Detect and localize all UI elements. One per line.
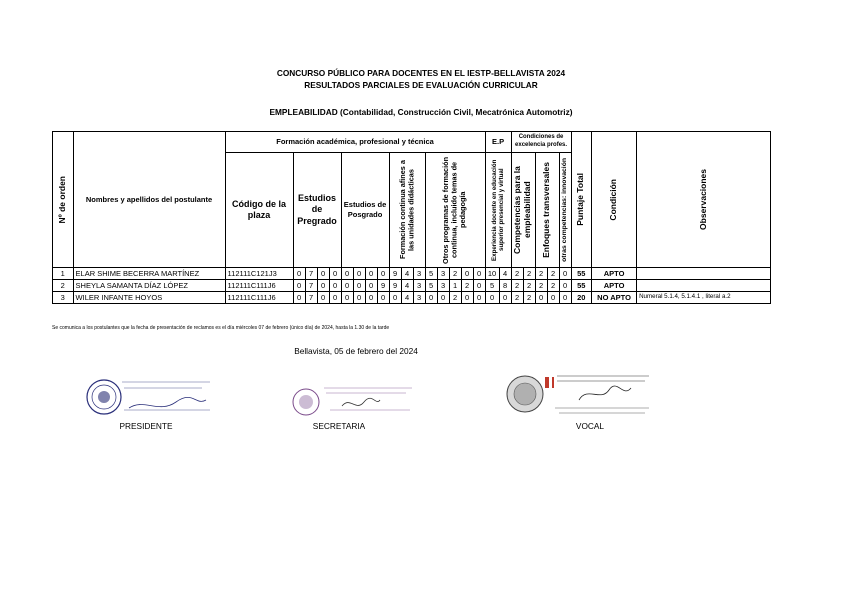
applicant-name: SHEYLA SAMANTA DÍAZ LÓPEZ <box>73 280 225 292</box>
score-cell: 0 <box>437 292 449 304</box>
score-cell: 4 <box>499 268 511 280</box>
score-cell: 2 <box>547 280 559 292</box>
vocal-stamp <box>505 368 653 420</box>
score-cell: 0 <box>329 292 341 304</box>
puntaje-header: Puntaje Total <box>571 132 592 268</box>
score-cell: 9 <box>377 280 389 292</box>
score-cell: 0 <box>425 292 437 304</box>
score-cell: 0 <box>547 292 559 304</box>
applicant-name: ELAR SHIME BECERRA MARTÍNEZ <box>73 268 225 280</box>
score-cell: 0 <box>353 292 365 304</box>
plaza-code: 112111C121J3 <box>225 268 293 280</box>
results-table <box>52 131 771 304</box>
condiciones-group-header: Condiciones de excelencia profes. <box>511 132 571 153</box>
score-cell: 0 <box>365 268 377 280</box>
score-cell: 2 <box>523 292 535 304</box>
score-cell: 0 <box>499 292 511 304</box>
score-cell: 0 <box>293 292 305 304</box>
score-cell: 5 <box>425 280 437 292</box>
score-cell: 9 <box>389 280 401 292</box>
seal-icon <box>290 382 420 420</box>
score-cell: 0 <box>353 280 365 292</box>
applicant-name: WILER INFANTE HOYOS <box>73 292 225 304</box>
otros-programas-header: Otros programas de formación continua, incluido temas de pedagogía <box>425 153 485 268</box>
score-cell: 7 <box>305 292 317 304</box>
score-cell: 0 <box>535 292 547 304</box>
score-cell: 0 <box>365 280 377 292</box>
score-cell: 3 <box>413 292 425 304</box>
secretary-label: SECRETARIA <box>312 421 366 431</box>
score-cell: 8 <box>499 280 511 292</box>
score-cell: 0 <box>559 280 571 292</box>
condition-value: NO APTO <box>592 292 637 304</box>
row-number: 2 <box>53 280 74 292</box>
score-cell: 4 <box>401 268 413 280</box>
score-cell: 2 <box>461 280 473 292</box>
score-cell: 5 <box>485 280 499 292</box>
total-score: 55 <box>571 268 592 280</box>
score-cell: 1 <box>449 280 461 292</box>
score-cell: 5 <box>425 268 437 280</box>
score-cell: 2 <box>511 292 523 304</box>
president-stamp <box>84 372 214 418</box>
score-cell: 0 <box>377 292 389 304</box>
score-cell: 0 <box>473 280 485 292</box>
score-cell: 7 <box>305 280 317 292</box>
codigo-header: Código de la plaza <box>225 153 293 268</box>
total-score: 55 <box>571 280 592 292</box>
score-cell: 3 <box>413 268 425 280</box>
plaza-code: 112111C111J6 <box>225 292 293 304</box>
score-cell: 0 <box>473 292 485 304</box>
formacion-continua-header: Formación continua afines a las unidades didácticas <box>389 153 425 268</box>
score-cell: 3 <box>437 268 449 280</box>
score-cell: 0 <box>317 292 329 304</box>
document-subtitle: RESULTADOS PARCIALES DE EVALUACIÓN CURRICULAR <box>304 80 538 90</box>
score-cell: 0 <box>293 268 305 280</box>
otras-competencias-header: otras competencias: innovación <box>559 153 571 268</box>
score-cell: 2 <box>511 280 523 292</box>
score-cell: 7 <box>305 268 317 280</box>
posgrado-header: Estudios de Posgrado <box>341 153 389 268</box>
observations: Numeral 5.1.4, 5.1.4.1 , literal a.2 <box>637 292 771 304</box>
place-date: Bellavista, 05 de febrero del 2024 <box>294 346 418 356</box>
score-cell: 0 <box>317 268 329 280</box>
order-header: Nº de orden <box>53 132 74 268</box>
seal-icon <box>505 368 653 420</box>
score-cell: 0 <box>365 292 377 304</box>
observations <box>637 280 771 292</box>
score-cell: 0 <box>317 280 329 292</box>
specialty-heading: EMPLEABILIDAD (Contabilidad, Construcción Civil, Mecatrónica Automotriz) <box>269 107 573 117</box>
total-score: 20 <box>571 292 592 304</box>
plaza-code: 112111C111J6 <box>225 280 293 292</box>
score-cell: 0 <box>559 292 571 304</box>
score-cell: 0 <box>341 292 353 304</box>
row-number: 3 <box>53 292 74 304</box>
president-label: PRESIDENTE <box>119 421 173 431</box>
score-cell: 0 <box>341 268 353 280</box>
score-cell: 2 <box>547 268 559 280</box>
score-cell: 2 <box>523 268 535 280</box>
table-row <box>53 268 771 280</box>
seal-icon <box>84 372 214 418</box>
score-cell: 3 <box>413 280 425 292</box>
score-cell: 2 <box>449 268 461 280</box>
observaciones-header: Observaciones <box>637 132 771 268</box>
score-cell: 0 <box>353 268 365 280</box>
score-cell: 0 <box>329 280 341 292</box>
condition-value: APTO <box>592 280 637 292</box>
score-cell: 0 <box>377 268 389 280</box>
pregrado-header: Estudios de Pregrado <box>293 153 341 268</box>
table-row <box>53 280 771 292</box>
row-number: 1 <box>53 268 74 280</box>
score-cell: 2 <box>511 268 523 280</box>
score-cell: 2 <box>535 268 547 280</box>
claims-notice: Se comunica a los postulantes que la fecha de presentación de reclamos es el día miércoles 07 de febrero (único día) de 2024, hasta la 1.30 de la tarde <box>52 325 390 331</box>
score-cell: 0 <box>293 280 305 292</box>
score-cell: 0 <box>473 268 485 280</box>
score-cell: 4 <box>401 292 413 304</box>
score-cell: 10 <box>485 268 499 280</box>
experiencia-header: Experiencia docente en educación superior presencial y virtual <box>485 153 511 268</box>
score-cell: 0 <box>559 268 571 280</box>
score-cell: 0 <box>329 268 341 280</box>
score-cell: 0 <box>341 280 353 292</box>
name-header: Nombres y apellidos del postulante <box>73 132 225 268</box>
enfoques-header: Enfoques transversales <box>535 153 559 268</box>
score-cell: 0 <box>485 292 499 304</box>
condition-value: APTO <box>592 268 637 280</box>
ep-group-header: E.P <box>485 132 511 153</box>
observations <box>637 268 771 280</box>
condicion-header: Condición <box>592 132 637 268</box>
score-cell: 0 <box>389 292 401 304</box>
score-cell: 2 <box>449 292 461 304</box>
score-cell: 4 <box>401 280 413 292</box>
score-cell: 0 <box>461 292 473 304</box>
vocal-label: VOCAL <box>575 421 605 431</box>
competencias-header: Competencias para la empleabilidad <box>511 153 535 268</box>
document-title: CONCURSO PÚBLICO PARA DOCENTES EN EL IESTP-BELLAVISTA 2024 <box>276 68 566 78</box>
score-cell: 3 <box>437 280 449 292</box>
score-cell: 2 <box>523 280 535 292</box>
score-cell: 0 <box>461 268 473 280</box>
secretary-stamp <box>290 382 420 420</box>
score-cell: 9 <box>389 268 401 280</box>
table-row <box>53 292 771 304</box>
score-cell: 2 <box>535 280 547 292</box>
formacion-group-header: Formación académica, profesional y técnica <box>225 132 485 153</box>
